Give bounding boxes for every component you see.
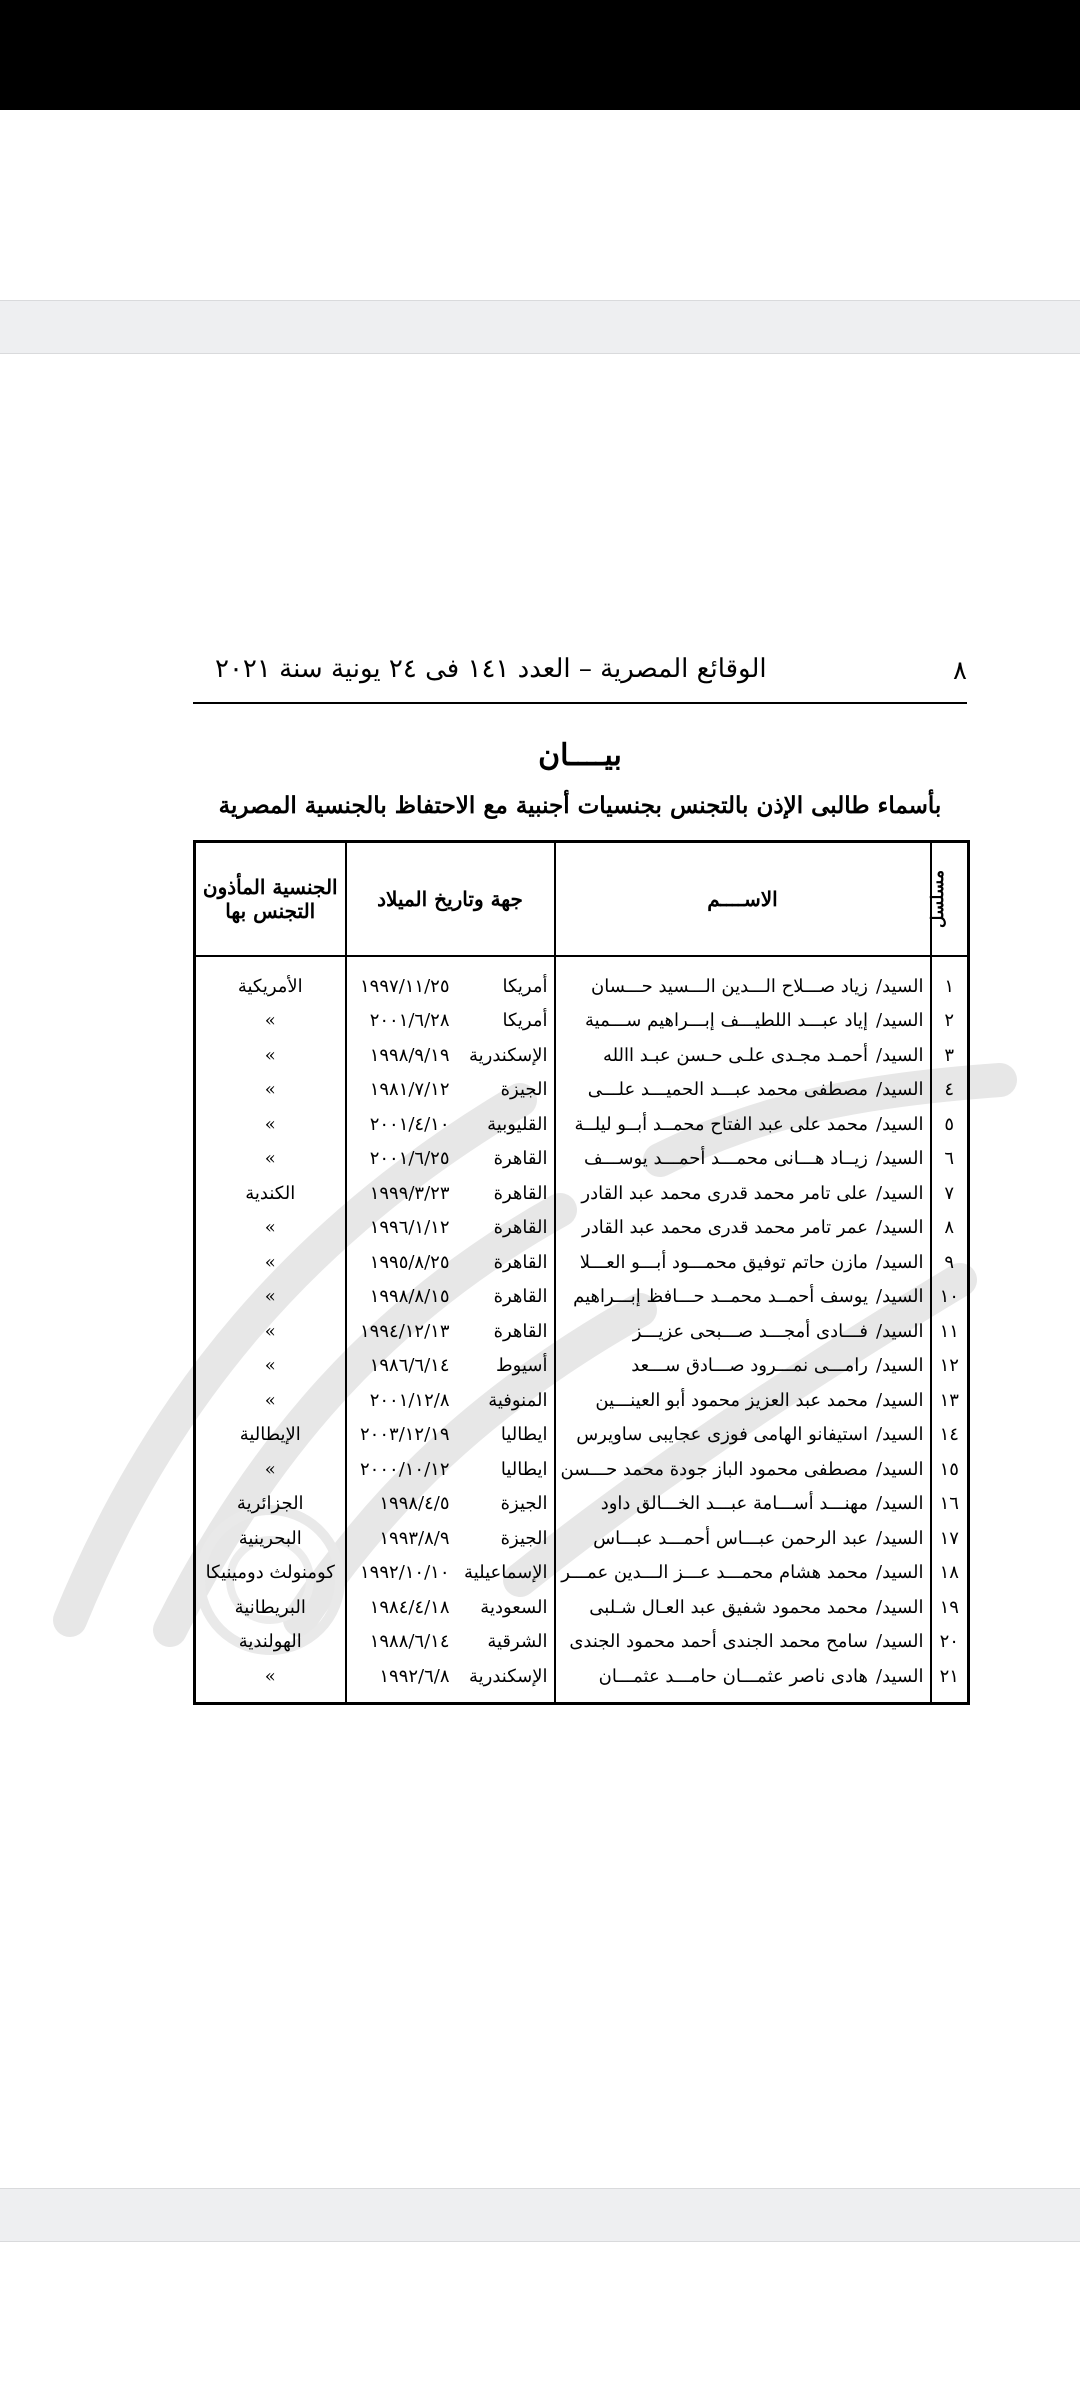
header-serial: مسلسل — [931, 842, 969, 957]
name-text: مصطفى محمد عبـــد الحميـــد علـــى — [587, 1079, 868, 1101]
cell-serial: ٢٠ — [931, 1625, 969, 1660]
cell-serial: ٥ — [931, 1107, 969, 1142]
cell-serial: ٧ — [931, 1176, 969, 1211]
birth-date: ١٩٩٢/١٠/١٠ — [360, 1562, 450, 1584]
cell-name — [555, 1556, 931, 1591]
birth-date: ١٩٩٤/١٢/١٣ — [360, 1320, 450, 1342]
table-row — [195, 956, 969, 1004]
document-title: بيــــان — [538, 738, 622, 773]
birth-place: المنوفية — [488, 1389, 548, 1411]
table-row — [195, 1038, 969, 1073]
applicants-table — [193, 840, 970, 1705]
birth-date: ١٩٩٩/٣/٢٣ — [369, 1182, 450, 1204]
cell-name — [555, 1211, 931, 1246]
viewer-page-separator-top — [0, 300, 1080, 354]
table-row — [195, 1176, 969, 1211]
name-prefix: السيد/ — [876, 1665, 924, 1687]
cell-serial: ١١ — [931, 1314, 969, 1349]
birth-place: الإسماعيلية — [464, 1562, 548, 1584]
name-text: مهنـــد أســـامة عبـــد الخـــالق داود — [600, 1493, 868, 1515]
cell-name — [555, 1176, 931, 1211]
header-nationality: الجنسية المأذون التجنس بها — [195, 842, 346, 957]
name-text: سامح محمد الجندى أحمد محمود الجندى — [569, 1631, 868, 1653]
cell-birth — [346, 1659, 555, 1703]
cell-name — [555, 1418, 931, 1453]
name-prefix: السيد/ — [876, 1493, 924, 1515]
cell-name — [555, 1452, 931, 1487]
cell-serial: ١٥ — [931, 1452, 969, 1487]
table-row — [195, 1556, 969, 1591]
birth-date: ١٩٩٧/١١/٢٥ — [360, 975, 450, 997]
name-text: زياد صـــلاح الـــدين الـــسيد حـــسان — [591, 975, 868, 997]
birth-date: ١٩٩٥/٨/٢٥ — [369, 1251, 450, 1273]
birth-date: ١٩٨٤/٤/١٨ — [369, 1596, 450, 1618]
name-prefix: السيد/ — [876, 1458, 924, 1480]
cell-name — [555, 1349, 931, 1384]
name-prefix: السيد/ — [876, 1182, 924, 1204]
birth-place: القاهرة — [493, 1148, 548, 1170]
table-row — [195, 1521, 969, 1556]
name-prefix: السيد/ — [876, 1527, 924, 1549]
birth-place: السعودية — [480, 1596, 548, 1618]
name-text: مازن حاتم توفيق محمـــود أبـــو العـــلا — [579, 1251, 868, 1273]
name-text: عبد الرحمن عبـــاس أحمـــد عبـــاس — [593, 1527, 868, 1549]
cell-name — [555, 1521, 931, 1556]
cell-nationality: » — [195, 1314, 346, 1349]
table-row — [195, 1625, 969, 1660]
table-row — [195, 1349, 969, 1384]
birth-place: الجيزة — [500, 1493, 548, 1515]
cell-nationality: » — [195, 1245, 346, 1280]
cell-serial: ٢ — [931, 1004, 969, 1039]
cell-birth — [346, 1280, 555, 1315]
cell-nationality: الجزائرية — [195, 1487, 346, 1522]
cell-birth — [346, 1176, 555, 1211]
cell-birth — [346, 1487, 555, 1522]
birth-place: القاهرة — [493, 1217, 548, 1239]
name-prefix: السيد/ — [876, 1424, 924, 1446]
cell-name — [555, 1004, 931, 1039]
name-prefix: السيد/ — [876, 1148, 924, 1170]
table-row — [195, 1314, 969, 1349]
cell-serial: ١٦ — [931, 1487, 969, 1522]
cell-birth — [346, 1452, 555, 1487]
birth-place: القاهرة — [493, 1182, 548, 1204]
name-prefix: السيد/ — [876, 1596, 924, 1618]
gazette-title: الوقائع المصرية – العدد ١٤١ فى ٢٤ يونية سنة ٢٠٢١ — [215, 654, 767, 684]
cell-birth — [346, 1073, 555, 1108]
name-text: محمد هشام محمـــد عـــز الـــدين عمـــر — [561, 1562, 868, 1584]
cell-serial: ٨ — [931, 1211, 969, 1246]
name-prefix: السيد/ — [876, 1010, 924, 1032]
cell-nationality: » — [195, 1038, 346, 1073]
birth-date: ١٩٨٨/٦/١٤ — [369, 1631, 450, 1653]
cell-birth — [346, 1245, 555, 1280]
cell-name — [555, 956, 931, 1004]
name-text: محمد محمود شفيق عبد العـال شـلبى — [589, 1596, 868, 1618]
cell-birth — [346, 1038, 555, 1073]
cell-nationality: الكندية — [195, 1176, 346, 1211]
cell-serial: ٣ — [931, 1038, 969, 1073]
cell-name — [555, 1245, 931, 1280]
birth-date: ١٩٩٨/٤/٥ — [379, 1493, 450, 1515]
cell-serial: ٩ — [931, 1245, 969, 1280]
cell-serial: ١٤ — [931, 1418, 969, 1453]
cell-name — [555, 1625, 931, 1660]
name-prefix: السيد/ — [876, 1286, 924, 1308]
cell-nationality: » — [195, 1383, 346, 1418]
name-text: هادى ناصر عثمـــان حامـــد عثمـــان — [598, 1665, 868, 1687]
cell-name — [555, 1659, 931, 1703]
table-row — [195, 1590, 969, 1625]
name-prefix: السيد/ — [876, 1113, 924, 1135]
cell-nationality: » — [195, 1073, 346, 1108]
name-text: يوسف أحمــد محمــد حـــافظ إبـــراهيم — [573, 1286, 868, 1308]
cell-birth — [346, 1211, 555, 1246]
name-prefix: السيد/ — [876, 975, 924, 997]
cell-name — [555, 1314, 931, 1349]
name-text: زيــاد هـــانى محمـــد أحمـــد يوســـف — [583, 1148, 868, 1170]
birth-place: القاهرة — [493, 1251, 548, 1273]
cell-birth — [346, 1556, 555, 1591]
cell-birth — [346, 1349, 555, 1384]
table-row — [195, 1211, 969, 1246]
birth-place: الجيزة — [500, 1079, 548, 1101]
birth-date: ١٩٩٨/٨/١٥ — [369, 1286, 450, 1308]
name-text: استيفانو الهامى فوزى عجايبى ساويرس — [576, 1424, 868, 1446]
cell-name — [555, 1487, 931, 1522]
cell-nationality: » — [195, 1280, 346, 1315]
cell-birth — [346, 1314, 555, 1349]
table-row — [195, 1383, 969, 1418]
cell-nationality: » — [195, 1211, 346, 1246]
name-text: محمد عبد العزيز محمود أبو العينـــين — [595, 1389, 868, 1411]
cell-serial: ١٩ — [931, 1590, 969, 1625]
table-row — [195, 1073, 969, 1108]
name-prefix: السيد/ — [876, 1320, 924, 1342]
cell-birth — [346, 1383, 555, 1418]
birth-date: ٢٠٠١/١٢/٨ — [369, 1389, 450, 1411]
birth-place: ايطاليا — [500, 1424, 548, 1446]
birth-date: ١٩٨١/٧/١٢ — [369, 1079, 450, 1101]
cell-birth — [346, 1590, 555, 1625]
name-text: محمد على عبد الفتاح محمــد أبــو ليلــة — [574, 1113, 868, 1135]
table-row — [195, 1245, 969, 1280]
cell-nationality: » — [195, 1452, 346, 1487]
name-text: مصطفى محمود الباز جودة محمد حـــسن — [560, 1458, 868, 1480]
header-name: الاســــم — [555, 842, 931, 957]
cell-serial: ٤ — [931, 1073, 969, 1108]
name-prefix: السيد/ — [876, 1355, 924, 1377]
cell-nationality: » — [195, 1659, 346, 1703]
status-bar — [0, 0, 1080, 110]
cell-nationality: الأمريكية — [195, 956, 346, 1004]
table-row — [195, 1659, 969, 1703]
gazette-running-header — [193, 648, 967, 704]
birth-place: أسيوط — [496, 1355, 548, 1377]
birth-place: الإسكندرية — [468, 1044, 548, 1066]
cell-serial: ٢١ — [931, 1659, 969, 1703]
cell-serial: ١٧ — [931, 1521, 969, 1556]
birth-date: ٢٠٠٠/١٠/١٢ — [360, 1458, 450, 1480]
birth-date: ١٩٩٨/٩/١٩ — [369, 1044, 450, 1066]
document-subtitle: بأسماء طالبى الإذن بالتجنس بجنسيات أجنبية مع الاحتفاظ بالجنسية المصرية — [218, 792, 942, 819]
name-prefix: السيد/ — [876, 1079, 924, 1101]
cell-nationality: » — [195, 1142, 346, 1177]
cell-nationality: كومنولث دومينيكا — [195, 1556, 346, 1591]
table-row — [195, 1487, 969, 1522]
birth-date: ٢٠٠١/٤/١٠ — [369, 1113, 450, 1135]
cell-name — [555, 1383, 931, 1418]
birth-place: الشرقية — [487, 1631, 548, 1653]
cell-birth — [346, 1107, 555, 1142]
header-birth: جهة وتاريخ الميلاد — [346, 842, 555, 957]
name-text: أحمـد مجـدى علـى حـسن عبـد االله — [602, 1044, 868, 1066]
name-prefix: السيد/ — [876, 1251, 924, 1273]
name-text: فـــادى أمجـــد صـــبحى عزيـــز — [632, 1320, 868, 1342]
birth-date: ١٩٩٦/١/١٢ — [369, 1217, 450, 1239]
name-text: رامـــى نمـــرود صـــادق ســـعد — [631, 1355, 868, 1377]
birth-date: ١٩٩٣/٨/٩ — [379, 1527, 450, 1549]
cell-nationality: » — [195, 1107, 346, 1142]
cell-birth — [346, 1418, 555, 1453]
cell-name — [555, 1073, 931, 1108]
table-row — [195, 1452, 969, 1487]
table-row — [195, 1107, 969, 1142]
name-prefix: السيد/ — [876, 1044, 924, 1066]
cell-name — [555, 1107, 931, 1142]
table-row — [195, 1142, 969, 1177]
birth-date: ١٩٨٦/٦/١٤ — [369, 1355, 450, 1377]
name-prefix: السيد/ — [876, 1631, 924, 1653]
cell-birth — [346, 1004, 555, 1039]
cell-name — [555, 1280, 931, 1315]
cell-birth — [346, 1625, 555, 1660]
cell-name — [555, 1038, 931, 1073]
table-row — [195, 1418, 969, 1453]
viewer-page-separator-bottom — [0, 2188, 1080, 2242]
name-prefix: السيد/ — [876, 1217, 924, 1239]
cell-birth — [346, 1521, 555, 1556]
name-prefix: السيد/ — [876, 1389, 924, 1411]
cell-nationality: الإيطالية — [195, 1418, 346, 1453]
birth-place: القاهرة — [493, 1286, 548, 1308]
cell-serial: ١٠ — [931, 1280, 969, 1315]
birth-place: الإسكندرية — [468, 1665, 548, 1687]
page-number: ٨ — [953, 656, 967, 686]
cell-serial: ١ — [931, 956, 969, 1004]
birth-place: القاهرة — [493, 1320, 548, 1342]
cell-birth — [346, 1142, 555, 1177]
birth-place: ايطاليا — [500, 1458, 548, 1480]
name-text: عمر تامر محمد قدرى محمد عبد القادر — [582, 1217, 868, 1239]
birth-place: القليوبية — [487, 1113, 548, 1135]
cell-name — [555, 1590, 931, 1625]
table-header-row — [195, 842, 969, 957]
birth-date: ١٩٩٢/٦/٨ — [379, 1665, 450, 1687]
cell-serial: ١٢ — [931, 1349, 969, 1384]
birth-place: أمريكا — [502, 1010, 548, 1032]
birth-date: ٢٠٠١/٦/٢٥ — [369, 1148, 450, 1170]
cell-nationality: البحرينية — [195, 1521, 346, 1556]
name-prefix: السيد/ — [876, 1562, 924, 1584]
cell-nationality: » — [195, 1004, 346, 1039]
name-text: إياد عبـــد اللطيـــف إبـــراهيم ســـمية — [585, 1010, 868, 1032]
table-row — [195, 1004, 969, 1039]
name-text: على تامر محمد قدرى محمد عبد القادر — [581, 1182, 868, 1204]
cell-serial: ١٨ — [931, 1556, 969, 1591]
cell-serial: ١٣ — [931, 1383, 969, 1418]
cell-nationality: البريطانية — [195, 1590, 346, 1625]
birth-place: أمريكا — [502, 975, 548, 997]
cell-nationality: الهولندية — [195, 1625, 346, 1660]
cell-birth — [346, 956, 555, 1004]
birth-place: الجيزة — [500, 1527, 548, 1549]
birth-date: ٢٠٠١/٦/٢٨ — [369, 1010, 450, 1032]
cell-nationality: » — [195, 1349, 346, 1384]
cell-name — [555, 1142, 931, 1177]
cell-serial: ٦ — [931, 1142, 969, 1177]
table-row — [195, 1280, 969, 1315]
birth-date: ٢٠٠٣/١٢/١٩ — [360, 1424, 450, 1446]
